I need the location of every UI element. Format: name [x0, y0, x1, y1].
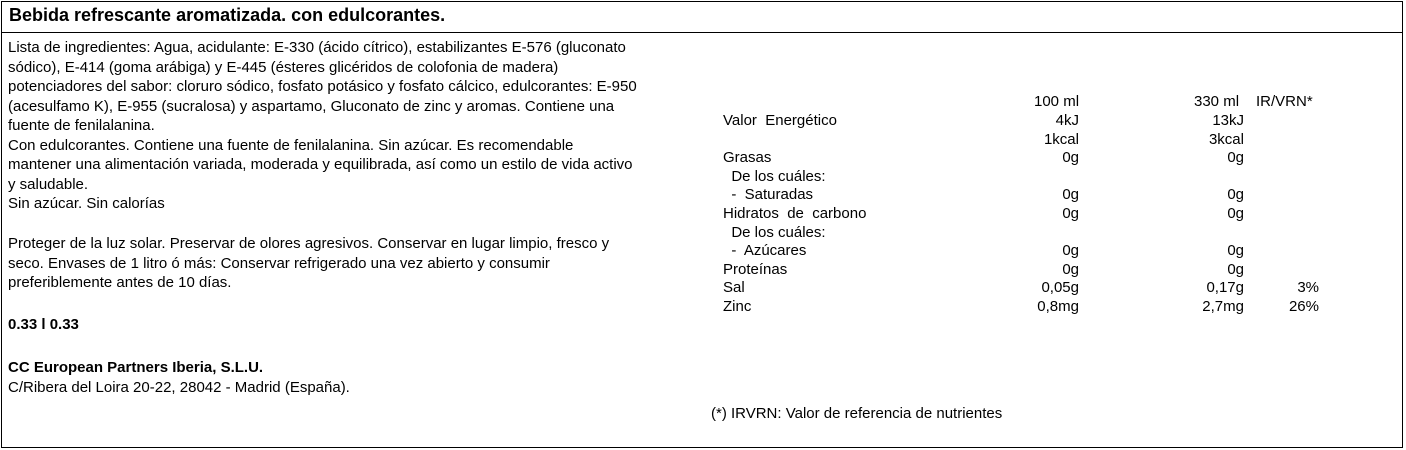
value-per100: 0g [1062, 242, 1079, 260]
company-block [8, 358, 350, 397]
value-per-serving: 0g [1227, 242, 1244, 260]
text-line: preferiblemente antes de 10 días. [8, 274, 232, 291]
nutrition-label: Proteínas [723, 260, 788, 278]
value-per100: 0,05g [1041, 279, 1079, 297]
text-line: Proteger de la luz solar. Preservar de olores agresivos. Conservar en lugar limpio, fresco y [8, 235, 610, 252]
text-line: mantener una alimentación variada, moderada y equilibrada, así como un estilo de vida activo [8, 156, 633, 173]
value-per100: 0g [1062, 205, 1079, 222]
nutrition-label: De los cuáles: [723, 167, 826, 185]
product-title: Bebida refrescante aromatizada. con edulcorantes. [9, 5, 446, 25]
value-per-serving: 0g [1227, 149, 1244, 167]
value-per-serving: 0g [1227, 205, 1244, 222]
value-per100: 0g [1062, 260, 1079, 278]
storage-block [8, 234, 609, 293]
value-per-serving: 0g [1227, 260, 1244, 278]
value-per100: 0g [1062, 186, 1079, 204]
value-per-serving: 0g [1227, 186, 1244, 204]
text-line: Lista de ingredientes: Agua, acidulante: E-330 (ácido cítrico), estabilizantes E-576 (gluconato [8, 39, 626, 56]
text-line: (acesulfamo K), E-955 (sucralosa) y aspartamo, Gluconato de zinc y aromas. Contiene una [8, 97, 615, 115]
nutrition-label: Sal [723, 279, 745, 297]
value-per-serving: 3kcal [1208, 130, 1244, 148]
nutrition-label: - Saturadas [723, 186, 814, 204]
nutrition-label: Grasas [723, 149, 772, 167]
nutrition-label: Zinc [723, 298, 752, 315]
nutrition-label: De los cuáles: [723, 223, 826, 241]
value-ir: 3% [1297, 279, 1319, 297]
value-per100: 1kcal [1043, 130, 1079, 148]
nutrition-label: Valor Energético [723, 112, 837, 129]
value-per-serving: 13kJ [1212, 112, 1244, 129]
text-line: seco. Envases de 1 litro ó más: Conservar refrigerado una vez abierto y consumir [8, 254, 550, 272]
value-per100: 0g [1062, 149, 1079, 167]
text-line: y saludable. [8, 175, 89, 193]
company-name: CC European Partners Iberia, S.L.U. [8, 359, 264, 376]
value-per-serving: 2,7mg [1202, 298, 1244, 315]
text-line: potenciadores del sabor: cloruro sódico, fosfato potásico y fosfato cálcico, edulcorantes: E-950 [8, 78, 637, 95]
nutrition-label: Hidratos de carbono [723, 205, 867, 222]
header-per-serving: 330 ml [1194, 93, 1240, 110]
header-ir: IR/VRN* [1256, 93, 1313, 110]
company-address: C/Ribera del Loira 20-22, 28042 - Madrid (España). [8, 378, 350, 396]
header-per100: 100 ml [1034, 93, 1080, 110]
text-line: Sin azúcar. Sin calorías [8, 195, 165, 212]
text-line: sódico), E-414 (goma arábiga) y E-445 (ésteres glicéridos de colofonia de madera) [8, 58, 559, 76]
title-row [1, 1, 1403, 33]
value-ir: 26% [1288, 298, 1319, 315]
ingredients-block [8, 38, 637, 214]
value-per100: 4kJ [1055, 112, 1079, 129]
nutrition-label: - Azúcares [723, 242, 807, 260]
text-line: Con edulcorantes. Contiene una fuente de fenilalanina. Sin azúcar. Es recomendable [8, 136, 574, 154]
text-line: fuente de fenilalanina. [8, 117, 155, 134]
value-per-serving: 0,17g [1206, 279, 1244, 297]
quantity: 0.33 l 0.33 [8, 316, 79, 333]
footnote: (*) IRVRN: Valor de referencia de nutrientes [711, 405, 1003, 422]
value-per100: 0,8mg [1037, 298, 1079, 315]
